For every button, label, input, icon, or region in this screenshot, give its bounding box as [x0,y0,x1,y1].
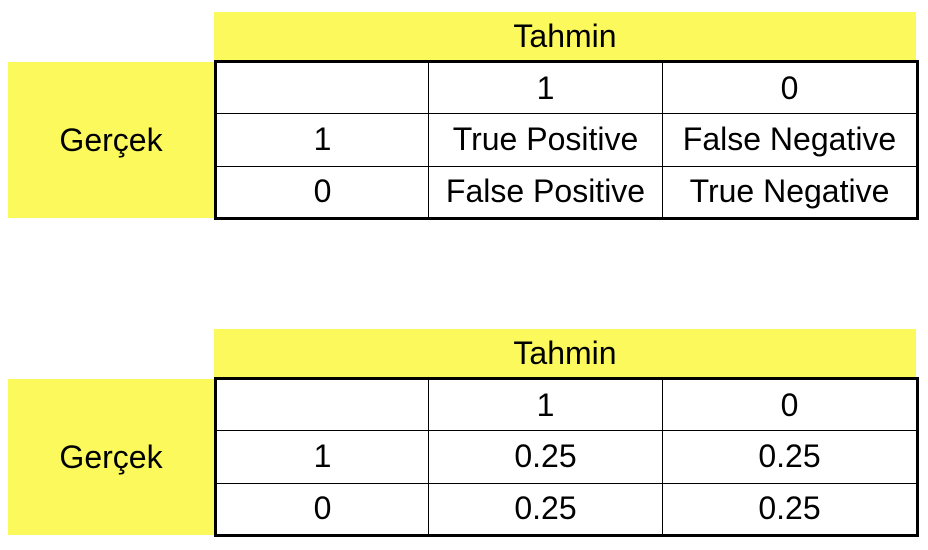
confusion-matrix-labels [0,0,928,220]
row-header-1: 1 [216,431,429,483]
cell-true-negative: True Negative [663,166,918,218]
predicted-header [214,329,916,377]
corner-cell [216,62,429,114]
col-header-1: 1 [429,62,663,114]
actual-header [8,62,214,218]
row-header-0: 0 [216,166,429,218]
predicted-label: Tahmin [513,17,617,54]
table-row [216,483,918,535]
cell-false-positive: False Positive [429,166,663,218]
predicted-header [214,12,916,60]
matrix-table [214,377,919,537]
header-row [216,62,918,114]
cell-value: 0.25 [663,483,918,535]
table-row [216,166,918,218]
cell-true-positive: True Positive [429,114,663,166]
row-header-1: 1 [216,114,429,166]
actual-label: Gerçek [59,438,163,475]
cell-value: 0.25 [663,431,918,483]
corner-cell [216,379,429,431]
predicted-label: Tahmin [513,334,617,371]
actual-header [8,379,214,535]
table-row [216,114,918,166]
table-row [216,431,918,483]
col-header-0: 0 [663,62,918,114]
cell-value: 0.25 [429,483,663,535]
col-header-0: 0 [663,379,918,431]
confusion-matrix-values [0,317,928,537]
matrix-table [214,60,919,220]
cell-value: 0.25 [429,431,663,483]
row-header-0: 0 [216,483,429,535]
cell-false-negative: False Negative [663,114,918,166]
header-row [216,379,918,431]
col-header-1: 1 [429,379,663,431]
actual-label: Gerçek [59,121,163,158]
